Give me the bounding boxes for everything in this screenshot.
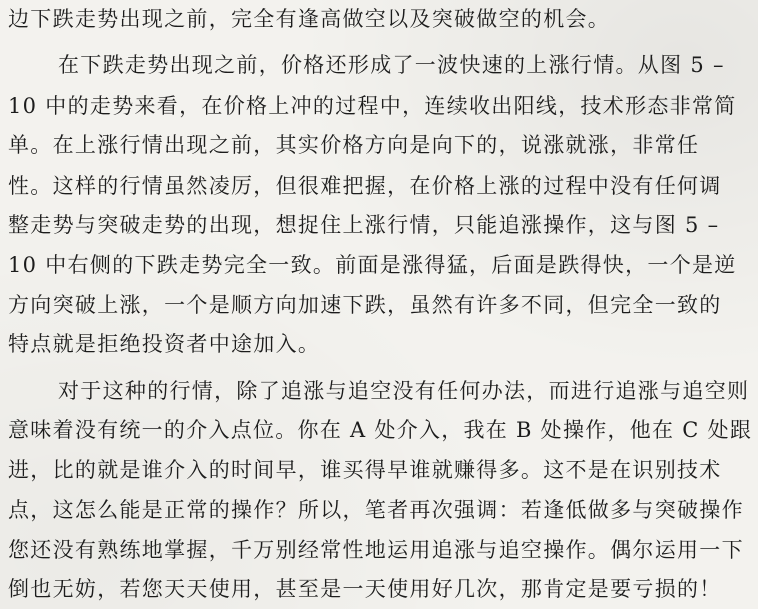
text-line-11: 意味着没有统一的介入点位。你在 A 处介入，我在 B 处操作，他在 C 处跟 bbox=[8, 418, 753, 442]
text-line-9: 特点就是拒绝投资者中途加入。 bbox=[8, 332, 321, 356]
text-line-1: 边下跌走势出现之前，完全有逢高做空以及突破做空的机会。 bbox=[8, 7, 611, 31]
text-line-5: 性。这样的行情虽然凌厉，但很难把握，在价格上涨的过程中没有任何调 bbox=[8, 174, 722, 198]
text-line-2: 在下跌走势出现之前，价格还形成了一波快速的上涨行情。从图 5 – bbox=[58, 53, 725, 77]
text-line-13: 点，这怎么能是正常的操作？所以，笔者再次强调：若逢低做多与突破操作 bbox=[8, 498, 744, 522]
text-line-12: 进，比的就是谁介入的时间早，谁买得早谁就赚得多。这不是在识别技术 bbox=[8, 458, 722, 482]
text-line-8: 方向突破上涨，一个是顺方向加速下跌，虽然有许多不同，但完全一致的 bbox=[8, 293, 722, 317]
text-line-14: 您还没有熟练地掌握，千万别经常性地运用追涨与追空操作。偶尔运用一下 bbox=[8, 538, 744, 562]
text-line-6: 整走势与突破走势的出现，想捉住上涨行情，只能追涨操作，这与图 5 – bbox=[8, 213, 720, 237]
text-line-10: 对于这种的行情，除了追涨与追空没有任何办法，而进行追涨与追空则 bbox=[58, 379, 750, 403]
text-line-15: 倒也无妨，若您天天使用，甚至是一天使用好几次，那肯定是要亏损的！ bbox=[8, 577, 722, 601]
text-line-7: 10 中右侧的下跌走势完全一致。前面是涨得猛，后面是跌得快，一个是逆 bbox=[8, 253, 737, 277]
text-line-3: 10 中的走势来看，在价格上冲的过程中，连续收出阳线，技术形态非常简 bbox=[8, 94, 737, 118]
text-line-4: 单。在上涨行情出现之前，其实价格方向是向下的，说涨就涨，非常任 bbox=[8, 133, 700, 157]
